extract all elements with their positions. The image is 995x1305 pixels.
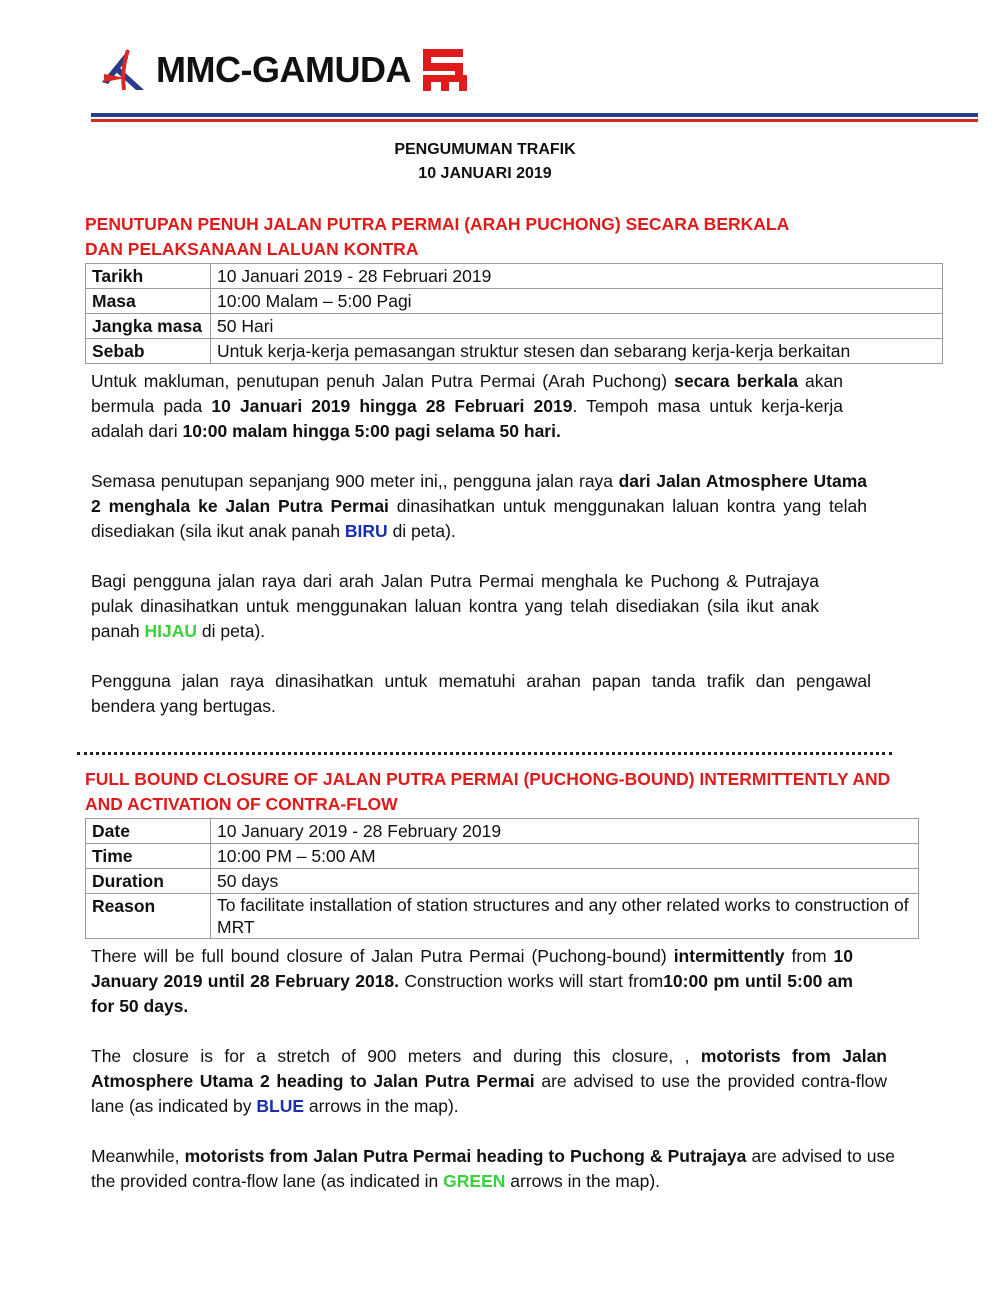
text-run-bold: secara berkala: [674, 371, 798, 391]
table-value: 10 Januari 2019 - 28 Februari 2019: [211, 264, 943, 289]
malay-paragraph-2: [91, 469, 867, 544]
table-key: Jangka masa: [86, 314, 211, 339]
table-row: [86, 339, 943, 364]
text-run: Construction works will start from: [399, 971, 664, 991]
text-run: There will be full bound closure of Jalan Putra Permai (Puchong-bound): [91, 946, 674, 966]
text-run-bold: motorists from Jalan Putra Permai heading to Puchong & Putrajaya: [184, 1146, 747, 1166]
mmc-logo-mark-icon: [98, 44, 150, 96]
table-row: [86, 819, 919, 844]
blue-label: BLUE: [256, 1096, 305, 1116]
table-key: Date: [86, 819, 211, 844]
malay-section-heading: PENUTUPAN PENUH JALAN PUTRA PERMAI (ARAH PUCHONG) SECARA BERKALA DAN PELAKSANAAN LALUAN KONTRA: [85, 214, 789, 259]
table-value: 10 January 2019 - 28 February 2019: [211, 819, 919, 844]
table-row: [86, 314, 943, 339]
blue-label: BIRU: [344, 521, 388, 541]
text-run: Semasa penutupan sepanjang 900 meter ini,, pengguna jalan raya: [91, 471, 619, 491]
text-run-bold: intermittently: [673, 946, 785, 966]
text-run-bold: 10 January 2019 until 28 February 2018.: [91, 946, 853, 991]
text-run: are advised to use the provided contra-flow lane (as indicated by: [91, 1071, 887, 1116]
green-label: HIJAU: [144, 621, 198, 641]
text-run-bold: 10 Januari 2019 hingga 28 Februari 2019: [211, 396, 573, 416]
table-key: Tarikh: [86, 264, 211, 289]
english-paragraph-2: [91, 1044, 887, 1119]
text-run: The closure is for a stretch of 900 meters and during this closure, ,: [91, 1046, 701, 1066]
announcement-title: PENGUMUMAN TRAFIK: [394, 141, 576, 158]
english-paragraph-1: [91, 944, 853, 1019]
table-row: [86, 264, 943, 289]
text-run: dinasihatkan untuk menggunakan laluan kontra yang telah disediakan (sila ikut anak panah: [91, 496, 867, 541]
header-rule-blue: [91, 113, 978, 117]
english-paragraph-3: [91, 1144, 895, 1194]
malay-info-table: [85, 263, 943, 364]
text-run: akan bermula pada: [91, 371, 844, 416]
table-value: 10:00 Malam – 5:00 Pagi: [211, 289, 943, 314]
text-run: di peta).: [197, 621, 266, 641]
text-run-bold: dari Jalan Atmosphere Utama 2 menghala ke Jalan Putra Permai: [91, 471, 867, 516]
table-key: Time: [86, 844, 211, 869]
text-run: arrows in the map).: [304, 1096, 459, 1116]
english-info-table: [85, 818, 919, 939]
table-key: Masa: [86, 289, 211, 314]
table-key: Sebab: [86, 339, 211, 364]
table-row: [86, 844, 919, 869]
green-label: GREEN: [443, 1171, 506, 1191]
text-run: Bagi pengguna jalan raya dari arah Jalan Putra Permai menghala ke Puchong & Putrajaya pulak dinasihatkan untuk menggunakan laluan kontra yang telah disediakan (sila ikut anak panah: [91, 571, 819, 641]
header-rule-red: [91, 119, 978, 122]
text-run-bold: 10:00 malam hingga 5:00 pagi selama 50 hari.: [182, 421, 561, 441]
text-run: . Tempoh masa untuk kerja-kerja adalah dari: [91, 396, 843, 441]
gamuda-logo-mark-icon: [421, 47, 469, 93]
table-value: 10:00 PM – 5:00 AM: [211, 844, 919, 869]
table-value: To facilitate installation of station structures and any other related works to construction of MRT: [211, 894, 919, 939]
malay-paragraph-1: [91, 369, 843, 444]
company-logo: [98, 44, 469, 96]
logo-wordmark: MMC-GAMUDA: [156, 49, 411, 90]
text-run: arrows in the map).: [505, 1171, 661, 1191]
text-run: di peta).: [387, 521, 456, 541]
table-value: 50 days: [211, 869, 919, 894]
text-run: from: [784, 946, 834, 966]
table-row: [86, 869, 919, 894]
text-run-bold: motorists from Jalan Atmosphere Utama 2 heading to Jalan Putra Permai: [91, 1046, 887, 1091]
malay-paragraph-4: Pengguna jalan raya dinasihatkan untuk mematuhi arahan papan tanda trafik dan pengawal bendera yang bertugas.: [91, 671, 871, 716]
text-run: Untuk makluman, penutupan penuh Jalan Putra Permai (Arah Puchong): [91, 371, 675, 391]
text-run-bold: 10:00 pm until 5:00 am for 50 days.: [91, 971, 853, 1016]
english-section-heading: FULL BOUND CLOSURE OF JALAN PUTRA PERMAI (PUCHONG-BOUND) INTERMITTENTLY AND AND ACTIVATION OF CONTRA-FLOW: [85, 769, 891, 814]
table-key: Duration: [86, 869, 211, 894]
announcement-date: 10 JANUARI 2019: [418, 165, 552, 182]
malay-paragraph-3: [91, 569, 819, 644]
text-run: Meanwhile,: [91, 1146, 185, 1166]
table-value: Untuk kerja-kerja pemasangan struktur stesen dan sebarang kerja-kerja berkaitan: [211, 339, 943, 364]
table-row: [86, 894, 919, 939]
section-divider: [77, 752, 892, 755]
table-value: 50 Hari: [211, 314, 943, 339]
table-key: Reason: [86, 894, 211, 939]
table-row: [86, 289, 943, 314]
text-run: are advised to use the provided contra-flow lane (as indicated in: [91, 1146, 896, 1191]
